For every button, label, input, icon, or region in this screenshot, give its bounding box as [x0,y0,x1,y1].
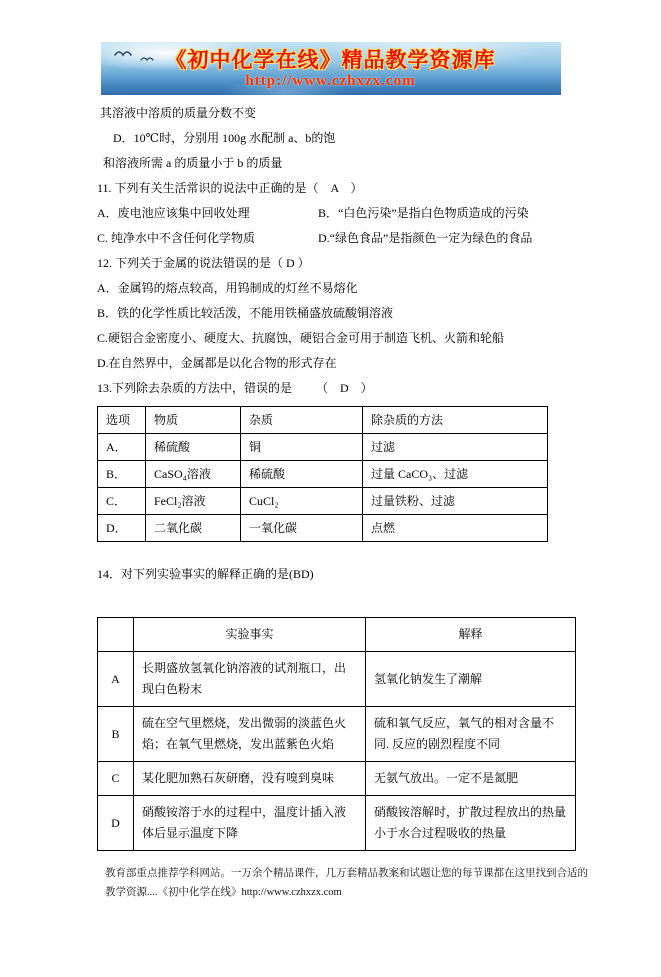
text-line-saturated: 和溶液所需 a 的质量小于 b 的质量 [103,156,283,170]
question-13-stem [97,376,581,401]
table-header-row [98,618,576,652]
column-header-blank [98,618,134,652]
site-banner [101,42,561,95]
table-cell: 点燃 [363,515,548,542]
table-row [98,652,576,707]
question-12-option-d: D.在自然界中，金属都是以化合物的形式存在 [97,356,337,370]
table-header-row [98,407,548,434]
footer-line2-text: 教学资源....《初中化学在线》 [105,887,242,898]
exam-document-page [0,42,661,977]
question-11-option-c: C. 纯净水中不含任何化学物质 [97,231,256,245]
column-header-substance: 物质 [146,407,241,434]
question-12-option-c: C.硬铝合金密度小、硬度大、抗腐蚀，硬铝合金可用于制造飞机、火箭和轮船 [97,331,505,345]
row-letter: B [98,707,134,762]
text-line-solute-mass: 其溶液中溶质的质量分数不变 [100,106,257,120]
column-header-method: 除杂质的方法 [363,407,548,434]
exam-content [0,95,661,851]
table-cell: 过量铁粉、过滤 [363,488,548,515]
row-letter: A [98,652,134,707]
question-13-answer: （ D ） [316,381,373,395]
question-13-stem-text: 13.下列除去杂质的方法中，错误的是 [97,381,293,395]
fact-cell: 某化肥加熟石灰研磨，没有嗅到臭味 [134,762,366,796]
table-cell: 稀硫酸 [146,434,241,461]
table-row [98,796,576,851]
table-cell: A． [98,434,146,461]
table-cell: 二氧化碳 [146,515,241,542]
explanation-cell: 氢氧化钠发生了潮解 [366,652,576,707]
question-11-options-cd [97,226,581,251]
table-row [98,461,548,488]
table-cell: CaSO₄溶液 [146,461,241,488]
question-14-stem: 14．对下列实验事实的解释正确的是(BD) [97,567,314,581]
column-header-impurity: 杂质 [241,407,363,434]
table-cell: 过滤 [363,434,548,461]
footer-url-link[interactable]: http://www.czhxzx.com [241,887,342,898]
column-header-fact: 实验事实 [134,618,366,652]
table-row [98,434,548,461]
birds-icon [111,46,177,66]
footer-line2 [105,883,661,902]
question-12-stem: 12. 下列关于金属的说法错误的是（ D ） [97,256,310,270]
footer [0,864,661,902]
table-cell: 铜 [241,434,363,461]
question-11-stem: 11. 下列有关生活常识的说法中正确的是（ A ） [97,181,363,195]
footer-line1: 教育部重点推荐学科网站。一万余个精品课件，几万套精品教案和试题让您的每节课都在这里找到合适的 [105,868,588,879]
explanation-cell: 硫和氧气反应，氧气的相对含量不同. 反应的剧烈程度不同 [366,707,576,762]
table-cell: CuCl₂ [241,488,363,515]
explanation-cell: 硝酸铵溶解时，扩散过程放出的热量小于水合过程吸收的热量 [366,796,576,851]
table-cell: D． [98,515,146,542]
table-row [98,762,576,796]
table-row [98,488,548,515]
table-cell: 一氧化碳 [241,515,363,542]
experiment-explanation-table [97,617,576,851]
table-cell: 稀硫酸 [241,461,363,488]
fact-cell: 硝酸铵溶于水的过程中，温度计插入液体后显示温度下降 [134,796,366,851]
fact-cell: 硫在空气里燃烧，发出微弱的淡蓝色火焰；在氧气里燃烧，发出蓝紫色火焰 [134,707,366,762]
question-11-options-ab [97,201,581,226]
row-letter: D [98,796,134,851]
banner-url-link[interactable]: http://www.czhxzx.com [245,72,416,89]
row-letter: C [98,762,134,796]
question-12-option-a: A．金属钨的熔点较高，用钨制成的灯丝不易熔化 [97,281,358,295]
table-cell: B． [98,461,146,488]
table-cell: C． [98,488,146,515]
column-header-explanation: 解释 [366,618,576,652]
fact-cell: 长期盛放氢氧化钠溶液的试剂瓶口，出现白色粉末 [134,652,366,707]
question-11-option-b: B．“白色污染”是指白色物质造成的污染 [318,206,529,220]
banner-title: 《初中化学在线》精品教学资源库 [165,47,496,72]
table-row [98,515,548,542]
option-d-line: D．10℃时，分别用 100g 水配制 a、b的饱 [113,131,336,145]
explanation-cell: 无氨气放出。一定不是氮肥 [366,762,576,796]
question-11-option-d: D.“绿色食品”是指颜色一定为绿色的食品 [318,231,533,245]
question-12-option-b: B．铁的化学性质比较活泼，不能用铁桶盛放硫酸铜溶液 [97,306,394,320]
table-cell: FeCl₂溶液 [146,488,241,515]
table-cell: 过量 CaCO₃、过滤 [363,461,548,488]
table-row [98,707,576,762]
column-header-option: 选项 [98,407,146,434]
question-11-option-a: A．废电池应该集中回收处理 [97,206,250,220]
impurity-removal-table [97,406,548,542]
